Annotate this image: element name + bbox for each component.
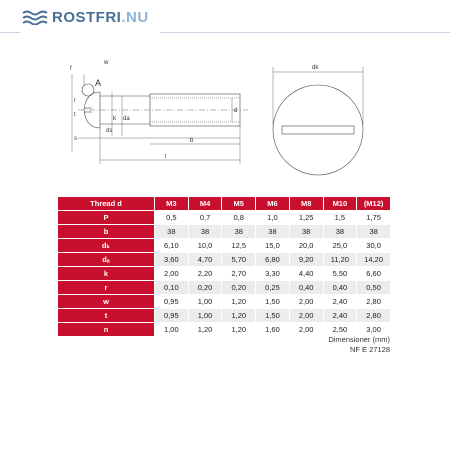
table-cell: 38	[188, 225, 222, 239]
table-cell: 2,80	[357, 295, 391, 309]
table-cell: 38	[222, 225, 256, 239]
table-cell: 38	[323, 225, 357, 239]
table-row	[58, 295, 391, 309]
label-ds: ds	[106, 128, 113, 134]
table-cell: 9,20	[289, 253, 323, 267]
label-f: f	[70, 66, 72, 72]
column-header: M4	[188, 197, 222, 211]
label-b: b	[190, 138, 194, 144]
table-cell: 2,40	[323, 309, 357, 323]
table-cell: 2,00	[289, 295, 323, 309]
brand-name: ROSTFRI.NU	[52, 8, 149, 26]
table-cell: 0,40	[289, 281, 323, 295]
table-cell: 1,0	[256, 211, 290, 225]
table-cell: 4,40	[289, 267, 323, 281]
column-header: M8	[289, 197, 323, 211]
row-label: n	[58, 323, 155, 337]
slot-end-view	[282, 126, 354, 134]
table-row	[58, 253, 391, 267]
table-cell: 0,40	[323, 281, 357, 295]
brand-logo[interactable]	[22, 8, 149, 26]
column-header: M6	[256, 197, 290, 211]
table-cell: 15,0	[256, 239, 290, 253]
table-row	[58, 225, 391, 239]
footnote-units: Dimensioner (mm)	[328, 335, 390, 344]
screw-end-view	[273, 85, 363, 175]
table-cell: 12,5	[222, 239, 256, 253]
table-cell: 11,20	[323, 253, 357, 267]
table-cell: 2,50	[323, 323, 357, 337]
table-cell: 2,00	[289, 323, 323, 337]
table-cell: 1,25	[289, 211, 323, 225]
row-label: t	[58, 309, 155, 323]
table-cell: 38	[256, 225, 290, 239]
label-da: da	[123, 116, 130, 122]
row-label: dₖ	[58, 239, 155, 253]
table-cell: 0,7	[188, 211, 222, 225]
table-cell: 0,50	[357, 281, 391, 295]
table-cell: 38	[155, 225, 189, 239]
table-cell: 6,60	[357, 267, 391, 281]
table-cell: 2,20	[188, 267, 222, 281]
table-cell: 0,20	[222, 281, 256, 295]
table-header-row	[58, 197, 391, 211]
label-d: d	[234, 108, 238, 114]
header-divider-right	[160, 32, 450, 33]
table-cell: 0,20	[188, 281, 222, 295]
label-dk: dk	[312, 65, 319, 71]
table-cell: 4,70	[188, 253, 222, 267]
table-cell: 1,20	[222, 323, 256, 337]
table-cell: 25,0	[323, 239, 357, 253]
row-label: P	[58, 211, 155, 225]
dimension-table	[57, 196, 391, 337]
table-cell: 1,00	[155, 323, 189, 337]
table-cell: 5,50	[323, 267, 357, 281]
row-label: w	[58, 295, 155, 309]
table-cell: 38	[289, 225, 323, 239]
table-cell: 1,20	[222, 295, 256, 309]
table-cell: 10,0	[188, 239, 222, 253]
header-divider-left	[0, 32, 20, 33]
label-k: k	[113, 116, 116, 122]
table-cell: 0,95	[155, 295, 189, 309]
table-cell: 0,8	[222, 211, 256, 225]
row-label: r	[58, 281, 155, 295]
table-cell: 1,00	[188, 309, 222, 323]
column-header: (M12)	[357, 197, 391, 211]
label-r: r	[74, 98, 76, 104]
table-cell: 20,0	[289, 239, 323, 253]
table-cell: 3,30	[256, 267, 290, 281]
table-cell: 2,70	[222, 267, 256, 281]
column-header: M10	[323, 197, 357, 211]
table-cell: 1,20	[188, 323, 222, 337]
table-cell: 3,60	[155, 253, 189, 267]
table-cell: 6,10	[155, 239, 189, 253]
table-cell: 1,50	[256, 295, 290, 309]
table-cell: 2,00	[289, 309, 323, 323]
label-t: t	[74, 112, 76, 118]
table-cell: 1,50	[256, 309, 290, 323]
table-cell: 0,5	[155, 211, 189, 225]
table-cell: 2,80	[357, 309, 391, 323]
table-cell: 1,5	[323, 211, 357, 225]
row-label: k	[58, 267, 155, 281]
column-header: M5	[222, 197, 256, 211]
table-cell: 1,00	[188, 295, 222, 309]
table-cell: 2,40	[323, 295, 357, 309]
column-header: M3	[155, 197, 189, 211]
table-cell: 1,60	[256, 323, 290, 337]
table-row	[58, 211, 391, 225]
footnote-standard: NF E 27128	[349, 345, 390, 354]
table-cell: 0,10	[155, 281, 189, 295]
table-row	[58, 239, 391, 253]
table-cell: 38	[357, 225, 391, 239]
label-w: w	[104, 60, 109, 66]
table-cell: 0,95	[155, 309, 189, 323]
table-row	[58, 267, 391, 281]
table-cell: 0,25	[256, 281, 290, 295]
row-label: dₐ	[58, 253, 155, 267]
table-cell: 1,75	[357, 211, 391, 225]
table-cell: 14,20	[357, 253, 391, 267]
footnote	[328, 335, 390, 355]
label-a: A	[95, 78, 102, 88]
table-cell: 1,20	[222, 309, 256, 323]
column-header: Thread d	[58, 197, 155, 211]
wave-logo-icon	[22, 9, 48, 25]
label-s: s	[74, 136, 77, 142]
table-cell: 3,00	[357, 323, 391, 337]
technical-drawing	[0, 40, 450, 180]
table-row	[58, 309, 391, 323]
table-cell: 5,70	[222, 253, 256, 267]
table-cell: 30,0	[357, 239, 391, 253]
label-l: l	[165, 154, 167, 160]
table-cell: 6,80	[256, 253, 290, 267]
table-body	[58, 211, 391, 337]
row-label: b	[58, 225, 155, 239]
table-cell: 2,00	[155, 267, 189, 281]
table-row	[58, 281, 391, 295]
